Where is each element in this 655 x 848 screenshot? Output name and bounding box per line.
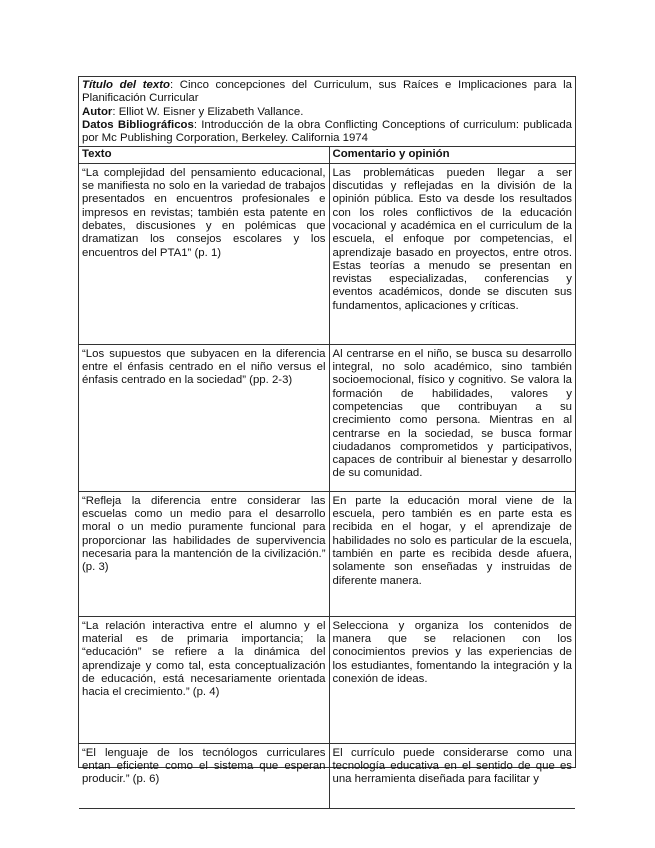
comment-cell: En parte la educación moral viene de la escuela, pero también es en parte esta es recibida en el hogar, y el aprendizaje de habilidades no solo es particular de la escuela, también en parte es recibida desde afuera, solamente son enseñadas y instruidas de diferente manera.	[329, 491, 575, 616]
biblio-label: Datos Bibliográficos	[82, 118, 194, 131]
quote-cell: “Refleja la diferencia entre considerar las escuelas como un medio para el desarrollo moral o un medio puramente funcional para proporcionar las habilidades de supervivencia necesaria para la mantención de la civilización.” (p. 3)	[79, 491, 329, 616]
author-line	[82, 106, 572, 119]
column-header-texto: Texto	[79, 147, 329, 163]
bibliographic-header	[79, 77, 575, 147]
author-label: Autor	[82, 105, 113, 118]
document-table-frame	[78, 76, 576, 786]
quote-cell: “La complejidad del pensamiento educacional, se manifiesta no solo en la variedad de trabajos presentados en encuentros profesionales e impresos en revistas; también esta patente en debates, discusiones y en polémicas que dramatizan los consejos escolares y los encuentros del PTA1” (p. 1)	[79, 163, 329, 344]
table-row	[79, 344, 575, 491]
comment-cell: El currículo puede considerarse como una tecnología educativa en el sentido de que es una herramienta diseñada para facilitar y	[329, 743, 575, 808]
quote-cell: “El lenguaje de los tecnólogos curriculares entan eficiente como el sistema que esperan producir.” (p. 6)	[79, 743, 329, 808]
quote-cell: “La relación interactiva entre el alumno y el material es de primaria importancia; la “educación” se refiere a la dinámica del aprendizaje y como tal, esta conceptualización de educación, está necesariamente orientada hacia el crecimiento.” (p. 4)	[79, 616, 329, 743]
column-header-comentario: Comentario y opinión	[329, 147, 575, 163]
commentary-table	[79, 147, 575, 808]
table-row	[79, 163, 575, 344]
table-header-row	[79, 147, 575, 163]
comment-cell: Selecciona y organiza los contenidos de manera que se relacionen con los conocimientos previos y las experiencias de los estudiantes, fomentando la integración y la conexión de ideas.	[329, 616, 575, 743]
table-row	[79, 743, 575, 808]
quote-cell: “Los supuestos que subyacen en la diferencia entre el énfasis centrado en el niño versus el énfasis centrado en la sociedad” (pp. 2-3)	[79, 344, 329, 491]
comment-cell: Al centrarse en el niño, se busca su desarrollo integral, no solo académico, sino también socioemocional, físico y cognitivo. Se valora la formación de habilidades, valores y competencias que contribuyan a su crecimiento como persona. Mientras en al centrarse en la sociedad, se busca formar ciudadanos comprometidos y participativos, capaces de contribuir al bienestar y desarrollo de su comunidad.	[329, 344, 575, 491]
table-row	[79, 616, 575, 743]
title-value: : Cinco concepciones del Curriculum, sus Raíces e Implicaciones para la Planificación Curricular	[82, 79, 572, 105]
biblio-value: : Introducción de la obra Conflicting Conceptions of curriculum: publicada por Mc Publishing Corporation, Berkeley. California 1974	[82, 118, 573, 145]
comment-cell: Las problemáticas pueden llegar a ser discutidas y reflejadas en la división de la opinión pública. Esto va desde los resultados con los roles conflictivos de la educación vocacional y académica en el curriculum de la escuela, el enfoque por competencias, el aprendizaje basado en proyectos, entre otros. Estas teorías a menudo se presentan en revistas especializadas, conferencias y eventos académicos, donde se discuten sus fundamentos, aplicaciones y críticas.	[329, 163, 575, 344]
author-value: : Elliot W. Eisner y Elizabeth Vallance.	[112, 105, 304, 118]
title-line	[82, 79, 572, 106]
title-label: Título del texto	[82, 79, 170, 91]
table-row	[79, 491, 575, 616]
biblio-line	[82, 119, 572, 146]
